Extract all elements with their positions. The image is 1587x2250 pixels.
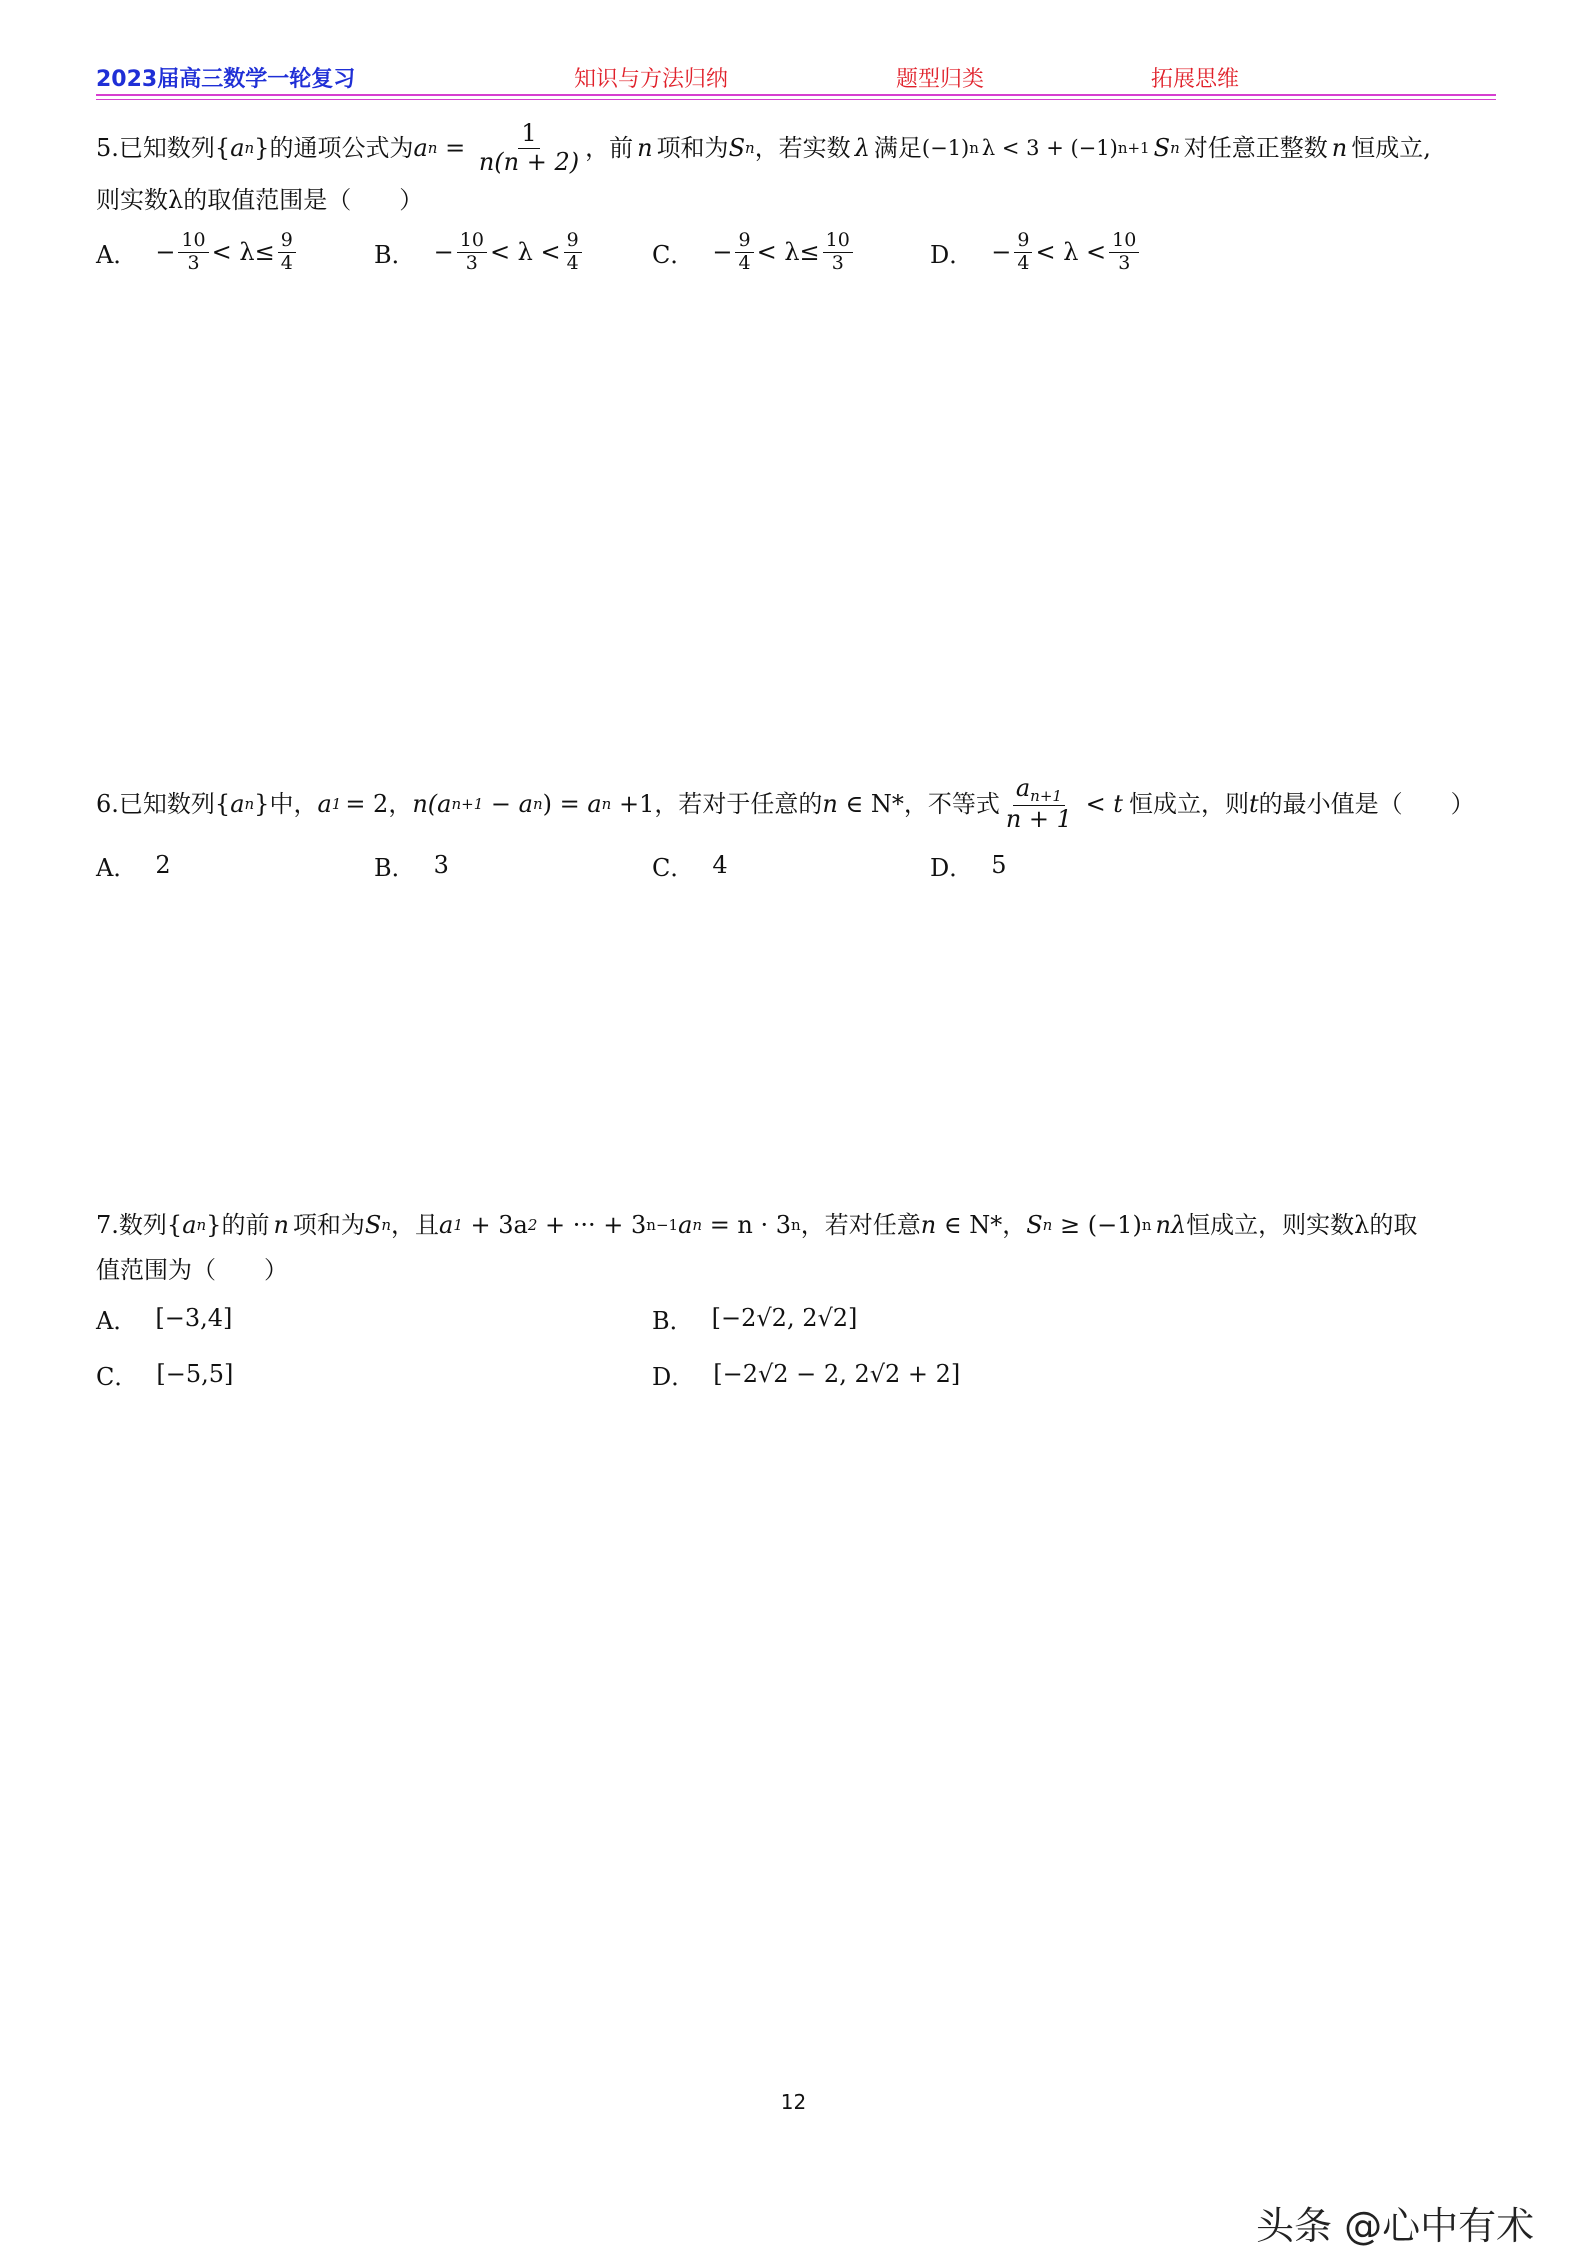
- q7-option-b[interactable]: B． [−2√2, 2√2]: [652, 1304, 858, 1335]
- question-6: [96, 772, 1496, 836]
- q5-option-b[interactable]: B． − $\frac{10}{3}$ < λ < $\frac{9}{4}$: [374, 222, 585, 282]
- page-header: [96, 58, 1496, 94]
- course-title: 2023届高三数学一轮复习: [96, 67, 356, 92]
- q5-option-c[interactable]: C． − $\frac{9}{4}$ < λ≤ $\frac{10}{3}$: [652, 222, 856, 282]
- header-section-extension: 拓展思维: [1151, 67, 1240, 92]
- q5-line1: 5.已知数列 { a n } 的通项公式为 a n = $\frac{1}{n(n + 2)}$ ，前 n 项和为 S n ，若实数 λ 满足 (−1) n λ < 3 + (−1) n+1 S n 对任意正整数 n 恒成立,: [96, 118, 1431, 176]
- q7-line2: 值范围为（ ）: [96, 1256, 288, 1284]
- q5-option-d[interactable]: D． − $\frac{9}{4}$ < λ < $\frac{10}{3}$: [930, 222, 1142, 282]
- header-section-knowledge: 知识与方法归纳: [574, 67, 729, 92]
- q7-options-row2: [96, 1344, 1496, 1404]
- q7-line1: 7.数列 { a n } 的前 n 项和为 S n ，且 a 1 + 3a 2 + ··· + 3 n−1 a n = n · 3 n ，若对任意 n ∈ N*， S n ≥ (−1) n nλ 恒成立，则实数λ的取: [96, 1211, 1418, 1239]
- q7-option-c[interactable]: C． [−5,5]: [96, 1360, 234, 1391]
- q7-option-d[interactable]: D． [−2√2 − 2, 2√2 + 2]: [652, 1360, 961, 1391]
- q5-line2: 则实数λ的取值范围是（ ）: [96, 186, 424, 214]
- q6-option-a[interactable]: A． 2: [96, 851, 171, 882]
- q6-option-b[interactable]: B． 3: [374, 851, 449, 882]
- q6-options: [96, 835, 1496, 895]
- header-section-types: 题型归类: [896, 67, 985, 92]
- q7-option-a[interactable]: A． [−3,4]: [96, 1304, 233, 1335]
- q5-option-a[interactable]: A． − $\frac{10}{3}$ < λ≤ $\frac{9}{4}$: [96, 222, 299, 282]
- q6-line1: 6.已知数列 { a n } 中， a 1 = 2， n( a n+1 − a n ) = a n +1，若对于任意的 n ∈ N*，不等式 $\frac{a_{n+1}}{n + 1}$ < t 恒成立，则 t 的最小值是（ ）: [96, 773, 1475, 833]
- header-divider-thin: [96, 99, 1496, 100]
- q6-inequality-fraction: $\frac{a_{n+1}}{n + 1}$: [1005, 773, 1072, 833]
- q6-option-d[interactable]: D． 5: [930, 851, 1007, 882]
- page-number: 12: [780, 2090, 807, 2114]
- question-7: [96, 1200, 1496, 1290]
- question-5: [96, 116, 1496, 220]
- q5-general-term-fraction: $\frac{1}{n(n + 2)}$: [478, 118, 580, 176]
- q7-options-row1: [96, 1288, 1496, 1348]
- watermark-text: 头条 @心中有术: [1256, 2204, 1535, 2248]
- q6-option-c[interactable]: C． 4: [652, 851, 728, 882]
- header-divider: [96, 94, 1496, 96]
- q5-options: [96, 222, 1496, 282]
